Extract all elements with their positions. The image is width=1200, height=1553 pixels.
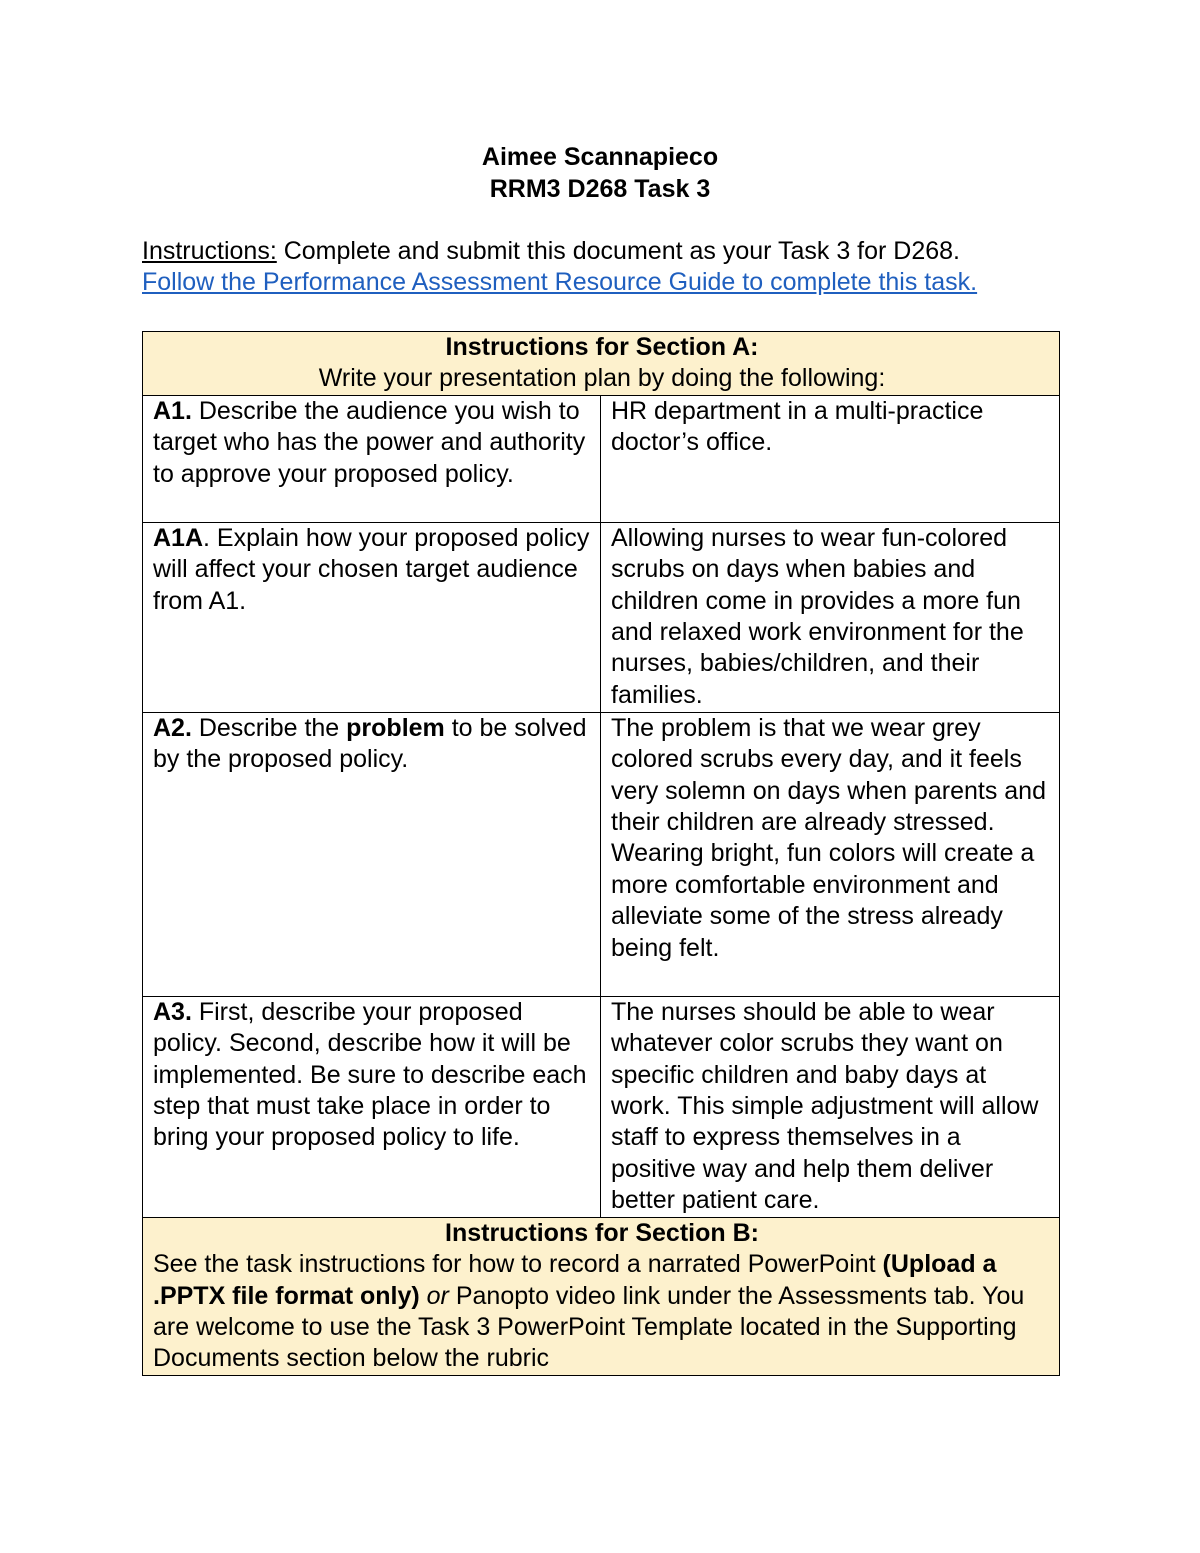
section-a-header bbox=[143, 332, 1060, 396]
prompt-cell-a1 bbox=[143, 395, 601, 522]
section-b-italic: or bbox=[419, 1281, 449, 1310]
prompt-text-a2-pre: Describe the bbox=[191, 713, 347, 742]
section-b-text-1: See the task instructions for how to record a narrated PowerPoint bbox=[153, 1250, 883, 1279]
prompt-id-a2: A2. bbox=[153, 713, 192, 742]
prompt-text-a2-post: to be solved by the proposed policy. bbox=[153, 713, 587, 774]
prompt-id-a1: A1. bbox=[153, 396, 192, 425]
answer-cell-a3[interactable] bbox=[601, 996, 1060, 1217]
table-row-a2 bbox=[143, 712, 1060, 996]
section-b-title: Instructions for Section B: bbox=[445, 1218, 759, 1247]
answer-cell-a2[interactable] bbox=[601, 712, 1060, 996]
section-b-cell bbox=[143, 1217, 1060, 1375]
section-b-row bbox=[143, 1217, 1060, 1375]
prompt-cell-a3 bbox=[143, 996, 601, 1217]
document-header bbox=[0, 141, 1200, 205]
table-row-a1a bbox=[143, 522, 1060, 712]
prompt-text-a1: Describe the audience you wish to target who has the power and authority to approve your proposed policy. bbox=[153, 396, 586, 488]
section-b-text-2: Panopto video link under the Assessments tab. You are welcome to use the Task 3 PowerPoint Template located in the Supporting Documents section below the rubric bbox=[153, 1281, 1025, 1373]
section-a-subtitle: Write your presentation plan by doing the following: bbox=[318, 364, 886, 393]
author-name: Aimee Scannapieco bbox=[481, 143, 719, 171]
table-row-a3 bbox=[143, 996, 1060, 1217]
answer-text-a1a: Allowing nurses to wear fun-colored scrubs on days when babies and children come in provides a more fun and relaxed work environment for the nurses, babies/children, and their families. bbox=[611, 523, 1024, 709]
answer-text-a3: The nurses should be able to wear whatever color scrubs they want on specific children and baby days at work. This simple adjustment will allow staff to express themselves in a positive way and help them deliver better patient care. bbox=[611, 997, 1039, 1215]
section-b-bold: (Upload a .PPTX file format only) bbox=[153, 1250, 997, 1310]
prompt-id-a3: A3. bbox=[153, 997, 192, 1026]
task-table bbox=[142, 331, 1060, 1376]
prompt-cell-a1a bbox=[143, 522, 601, 712]
prompt-text-a3: First, describe your proposed policy. Second, describe how it will be implemented. Be sure to describe each step that must take place in order to bring your proposed policy to life. bbox=[153, 997, 587, 1152]
instructions-label: Instructions: bbox=[142, 237, 277, 265]
answer-cell-a1[interactable] bbox=[601, 395, 1060, 522]
resource-guide-link[interactable]: Follow the Performance Assessment Resource Guide to complete this task. bbox=[142, 268, 978, 296]
prompt-cell-a2 bbox=[143, 712, 601, 996]
prompt-id-a1a: A1A bbox=[153, 523, 204, 552]
instructions-text: Complete and submit this document as your Task 3 for D268. bbox=[276, 237, 960, 265]
answer-text-a1: HR department in a multi-practice doctor’s office. bbox=[611, 396, 984, 457]
instructions-paragraph bbox=[142, 236, 1062, 298]
answer-cell-a1a[interactable] bbox=[601, 522, 1060, 712]
prompt-text-a1a: . Explain how your proposed policy will affect your chosen target audience from A1. bbox=[153, 523, 590, 615]
section-a-title: Instructions for Section A: bbox=[445, 333, 759, 361]
table-row-a1 bbox=[143, 395, 1060, 522]
course-title: RRM3 D268 Task 3 bbox=[489, 175, 711, 203]
section-a-header-row bbox=[143, 332, 1060, 396]
answer-text-a2: The problem is that we wear grey colored scrubs every day, and it feels very solemn on days when parents and their children are already stressed. Wearing bright, fun colors will create a more comfortable environment and alleviate some of the stress already being felt. bbox=[611, 713, 1046, 962]
prompt-text-a2-bold: problem bbox=[346, 713, 445, 742]
